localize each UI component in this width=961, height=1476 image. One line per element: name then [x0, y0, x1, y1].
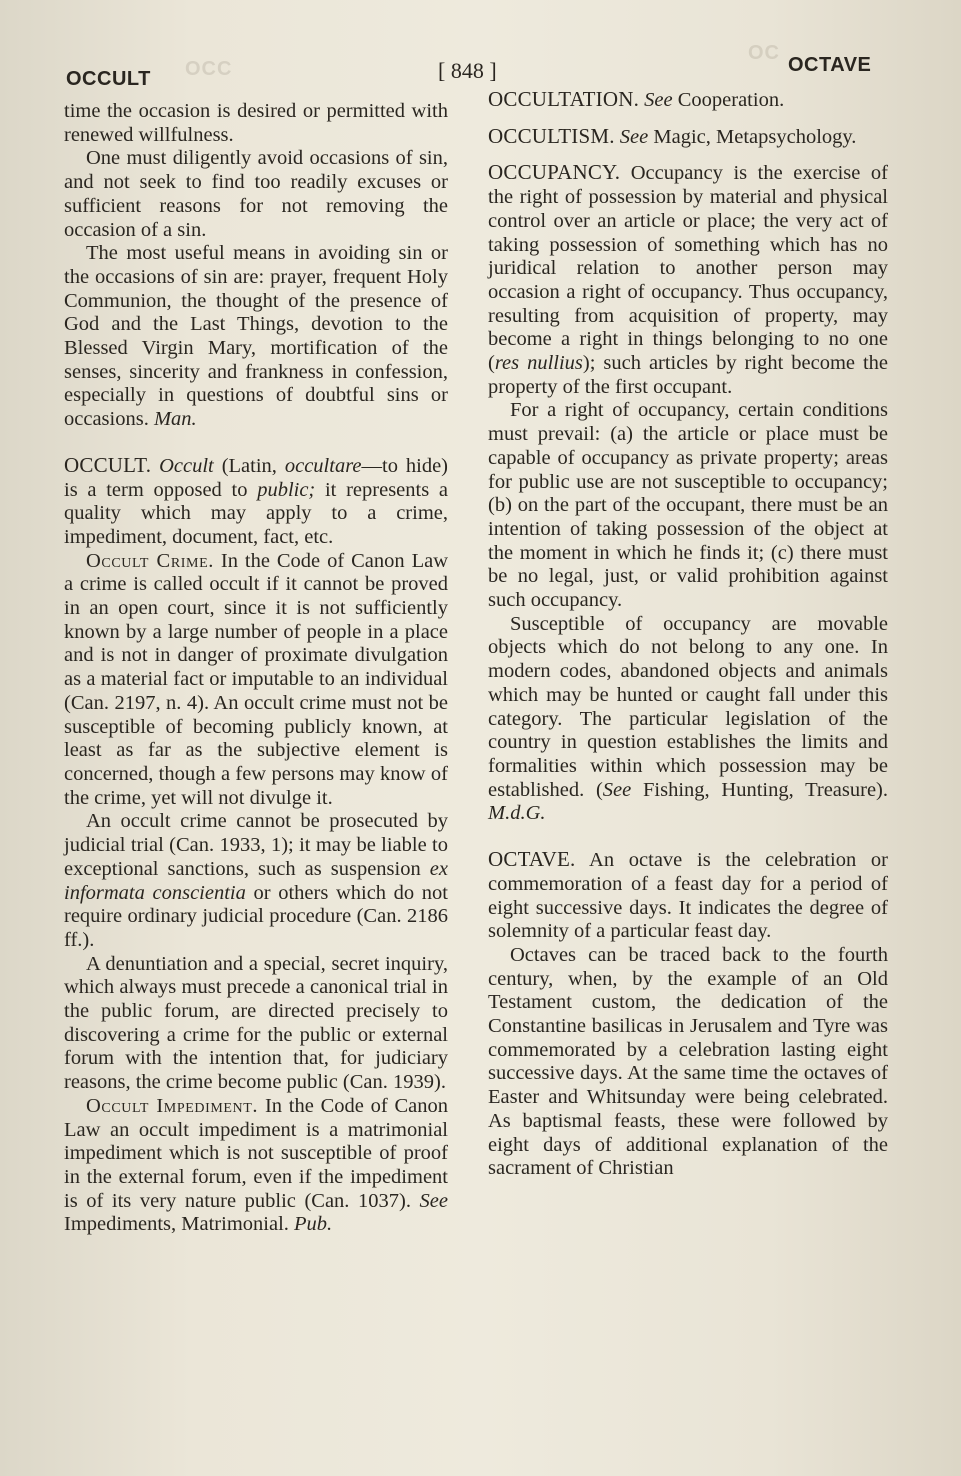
bleed-through-text: OC [748, 42, 780, 64]
susceptible-paragraph: Susceptible of occupancy are movable objects which do not belong to any one. In modern codes, abandoned objects and animals which may be hunted or caught fall under this category. The particular legislation of the country in question establishes the limits and formalities within which possession may be established. (See Fishing, Hunting, Treasure). M.d.G. [488, 612, 889, 825]
public-word: public; [257, 478, 316, 501]
avoid-occasions-paragraph: One must diligently avoid occasions of sin, and not seek to find too readily excuses or sufficient reasons for not removing the occasion of a sin. [64, 147, 448, 241]
see-reference: See [602, 778, 632, 801]
running-head-right: OCTAVE [788, 54, 872, 76]
occult-crime-paragraph: Occult Crime. In the Code of Canon Law a crime is called occult if it cannot be proved in an open court, since it is not sufficiently known by a large number of people in a place and is not in danger of proximate divulgation as a material fact or imputable to an individual (Can. 2197, n. 4). An occult crime must not be susceptible of becoming publicly known, at least as far as the subjective element is concerned, though a few persons may know of the crime, yet will not divulge it. [64, 549, 448, 809]
prosecution-paragraph: An occult crime cannot be prosecuted by judicial trial (Can. 1933, 1); it may be liable to exceptional sanctions, such as suspension ex informata conscientia or others which do not require ordinary judicial procedure (Can. 2186 ff.). [64, 810, 449, 951]
entry-octave: OCTAVE. An octave is the celebration or commemoration of a feast day for a period of eight successive days. It indicates the degree of solemnity of a particular feast day. [488, 847, 888, 943]
latin-phrase: ex informata conscientia [64, 857, 448, 904]
bleed-through-text: OCC [185, 58, 233, 80]
headword-occultism: OCCULTISM. [488, 123, 615, 148]
continuation-paragraph: time the occasion is desired or permitted with renewed willfulness. [64, 100, 448, 146]
latin-phrase: res nullius [494, 352, 583, 375]
octaves-history-paragraph: Octaves can be traced back to the fourth century, when, by the example of an Old Testament custom, the dedication of the Constantine basilicas in Jerusalem and Tyre was commemorated by a celebration lasting eight successive days. At the same time the octaves of Easter and Whitsunday were being celebrated. As baptismal feasts, these were followed by eight days of additional explanation of the sacrament of Christian [488, 943, 888, 1180]
author-signature: M.d.G. [488, 802, 546, 825]
left-column [64, 100, 448, 1237]
latin-word: occultare [284, 454, 362, 477]
occult-term: Occult [159, 454, 214, 477]
entry-occult: OCCULT. Occult (Latin, occultare—to hide) is a term opposed to public; it represents a quality which may apply to a crime, impediment, document, fact, etc. [64, 452, 449, 548]
headword-occult: OCCULT. [64, 452, 152, 477]
see-reference: See [619, 125, 649, 148]
right-column [488, 88, 888, 1181]
useful-means-text: The most useful means in avoiding sin or the occasions of sin are: prayer, frequent Holy Communion, the thought of the presence of God and the Last Things, devotion to the Blessed Virgin Mary, mortification of the senses, sincerity and frankness in confession, especially in questions of doubtful sins or occasions. [64, 242, 448, 431]
headword-octave: OCTAVE. [488, 847, 576, 872]
subheading-occult-crime: Occult Crime. [86, 549, 214, 572]
entry-occultism: OCCULTISM. See Magic, Metapsychology. [488, 123, 857, 148]
occult-impediment-paragraph: Occult Impediment. In the Code of Canon Law an occult impediment is a matrimonial impediment which is not susceptible of proof in the external forum, even if the impediment is of its very nature public (Can. 1037). See Impediments, Matrimonial. Pub. [64, 1094, 449, 1236]
conditions-paragraph: For a right of occupancy, certain conditions must prevail: (a) the article or place must be capable of occupancy as private property; areas for public use are not susceptible to occupancy; (b) on the part of the occupant, there must be an intention of taking possession of the object at the moment in which he finds it; (c) there must be no legal, just, or valid prohibition against such occupancy. [488, 399, 888, 612]
author-signature: Pub. [294, 1213, 333, 1236]
useful-means-paragraph [64, 242, 448, 432]
running-head-left: OCCULT [66, 68, 151, 90]
see-reference: See [419, 1189, 448, 1212]
see-reference: See [644, 89, 673, 111]
headword-occultation: OCCULTATION. [488, 87, 640, 111]
subheading-occult-impediment: Occult Impediment. [86, 1094, 259, 1117]
headword-occupancy: OCCUPANCY. [488, 160, 621, 185]
page-number: [ 848 ] [438, 58, 497, 83]
entry-occupancy: OCCUPANCY. Occupancy is the exercise of the right of possession by material and physical control over an article or place; the very act of taking possession of something which has no juridical relation to another person may occasion a right of occupancy. Thus occupancy, resulting from acquisition of property, may become a right in things belonging to no one (res nullius); such articles by right become the property of the first occupant. [488, 160, 889, 398]
entry-occultation: OCCULTATION. See Cooperation. [488, 87, 785, 111]
author-signature: Man. [153, 408, 197, 431]
denuntiation-paragraph: A denuntiation and a special, secret inquiry, which always must precede a canonical trial in the public forum, are directed precisely to discovering a crime for the public or external forum with the intention that, for judiciary reasons, the crime become public (Can. 1939). [64, 952, 448, 1094]
